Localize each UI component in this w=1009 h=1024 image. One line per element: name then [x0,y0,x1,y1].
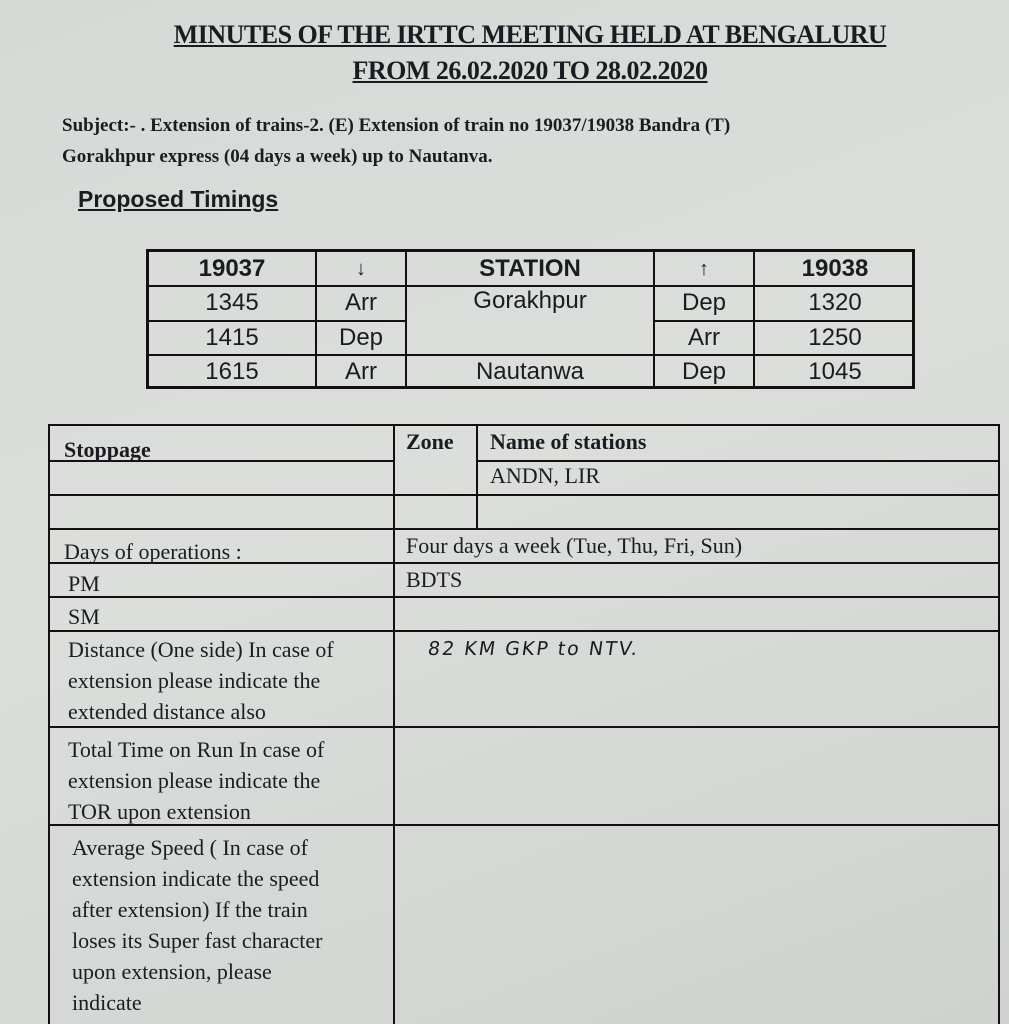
pm-value: BDTS [406,567,463,592]
days-label: Days of operations : [64,539,242,564]
cell-station: Gorakhpur [473,287,587,314]
up-arrow-icon: ↑ [699,258,709,280]
pm-label: PM [68,571,100,596]
cell-time: 1415 [205,324,259,351]
table-divider [149,354,912,356]
table-divider [50,494,998,496]
table-divider [653,320,912,322]
cell-arr-dep: Arr [688,324,720,351]
distance-label-line: Distance (One side) In case of [68,637,334,662]
table-divider [50,596,998,598]
speed-label-line: after extension) If the train [72,897,308,922]
proposed-timings-heading: Proposed Timings [78,186,279,212]
speed-label-line: indicate [72,990,142,1015]
speed-label-line: loses its Super fast character [72,928,323,953]
details-table [48,424,1000,1024]
meeting-title: MINUTES OF THE IRTTC MEETING HELD AT BENGALURU [173,20,887,49]
table-divider [476,426,478,528]
distance-label-line: extended distance also [68,699,266,724]
speed-label-line: Average Speed ( In case of [72,835,308,860]
name-of-stations-label: Name of stations [490,429,647,454]
distance-value-handwritten: 82 KM GKP to NTV. [426,638,641,660]
cell-time: 1345 [205,289,259,316]
header-19038: 19038 [801,255,869,282]
cell-arr-dep: Arr [345,289,377,316]
speed-label-line: upon extension, please [72,959,272,984]
stations-value: ANDN, LIR [490,463,600,488]
timings-table [146,249,915,389]
cell-arr-dep: Dep [338,324,384,351]
table-divider [50,630,998,632]
cell-time: 1615 [205,358,259,385]
sm-label: SM [68,604,100,629]
subject-line-1: Subject:- . Extension of trains-2. (E) Extension of train no 19037/19038 Bandra (T) [62,115,731,136]
stoppage-label: Stoppage [64,437,151,462]
distance-label-line: extension please indicate the [68,668,321,693]
cell-time: 1320 [808,289,862,316]
subject-line-2: Gorakhpur express (04 days a week) up to Nautanva. [62,146,493,167]
speed-label-line: extension indicate the speed [72,866,320,891]
cell-station: Nautanwa [475,358,585,385]
meeting-dates: FROM 26.02.2020 TO 28.02.2020 [352,56,708,85]
cell-time: 1045 [808,358,862,385]
tor-label-line: extension please indicate the [68,768,321,793]
cell-arr-dep: Dep [681,289,727,316]
table-divider [149,320,405,322]
cell-arr-dep: Dep [681,358,727,385]
table-divider [393,426,395,1024]
tor-label-line: TOR upon extension [68,799,251,824]
header-19037: 19037 [198,255,266,282]
days-value: Four days a week (Tue, Thu, Fri, Sun) [406,533,743,558]
down-arrow-icon: ↓ [356,258,366,280]
subject-text [62,110,1009,172]
cell-time: 1250 [808,324,862,351]
tor-label-line: Total Time on Run In case of [68,737,325,762]
cell-arr-dep: Arr [345,358,377,385]
header-station: STATION [479,255,581,282]
zone-label: Zone [406,429,454,454]
